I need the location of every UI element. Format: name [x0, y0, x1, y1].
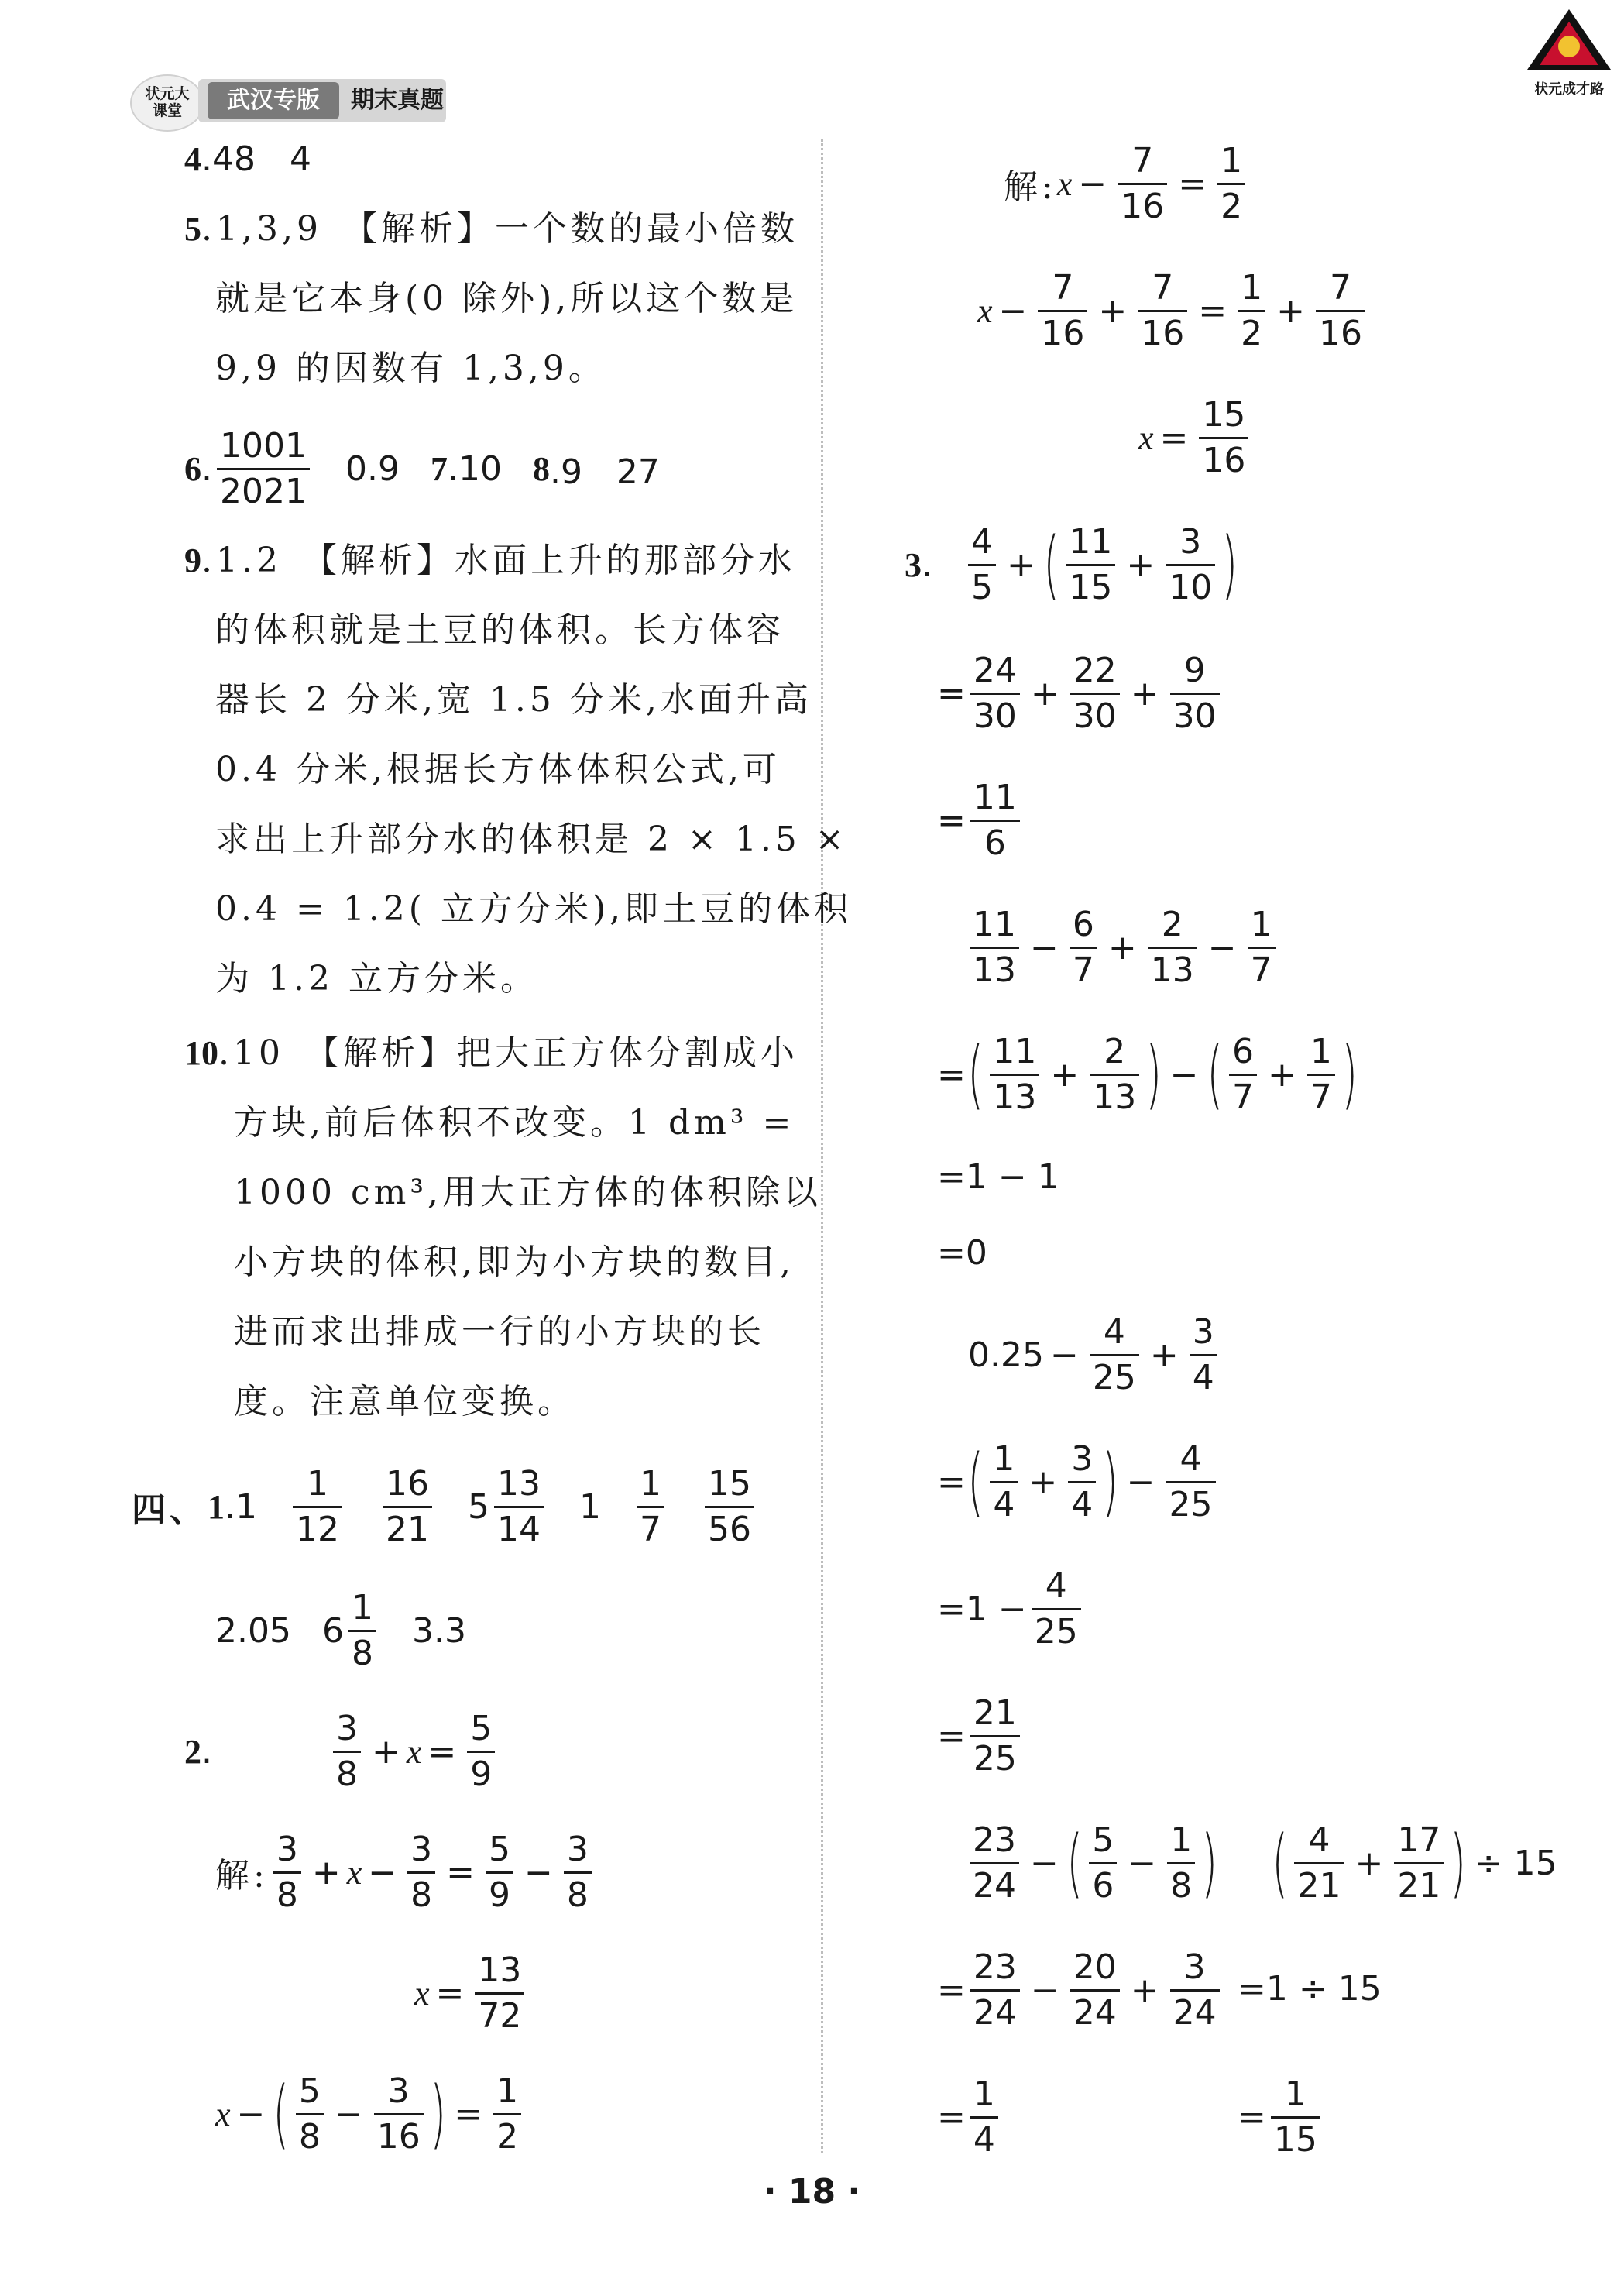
answer-9-line3: 器长 2 分米,宽 1.5 分米,水面升高: [215, 680, 812, 720]
answer-6-8: 6 . $\frac{1001}{2021}$ 0.9 7 .10 8 .9 27: [184, 418, 660, 519]
answer-10-line2: 方块,前后体积不改变。1 dm³ =: [234, 1103, 795, 1143]
section-4-q2-eq2: 解: $\frac{3}{8}$ + x − $\frac{3}{8}$ = $\frac{5}{9}$ − $\frac{3}{8}$: [215, 1822, 596, 1923]
fraction: $\frac{1}{8}$: [348, 1586, 376, 1675]
answer-4: 4.48 4: [184, 139, 311, 179]
section-4-q2-eq1: 2 . $\frac{3}{8}$ + x = $\frac{5}{9}$: [184, 1701, 500, 1802]
fraction: $\frac{1}{12}$: [293, 1462, 342, 1552]
answer-10: 10.10 【解析】把大正方体分割成小: [184, 1033, 798, 1073]
answer-10-line5: 进而求出排成一行的小方块的长: [234, 1312, 765, 1352]
answer-5-line2: 就是它本身(0 除外),所以这个数是: [215, 279, 798, 318]
p3-k1: ( $\frac{4}{21}$ + $\frac{17}{21}$ ) ÷ 15: [1272, 1820, 1557, 1906]
p3-f4: =0: [937, 1233, 987, 1273]
p3-g2: = ( $\frac{1}{4}$ + $\frac{3}{4}$ ) − $\frac{4}{25}$: [937, 1431, 1221, 1532]
header-bar: [130, 74, 455, 129]
brand-logo: [130, 74, 204, 132]
page-number: · 18 ·: [763, 2172, 861, 2212]
answer-10-line3: 1000 cm³,用大正方体的体积除以: [234, 1173, 822, 1212]
section-4-q1-row1: 四、 1 .1 $\frac{1}{12}$ $\frac{16}{21}$ 5 $\frac{13}{14}$ 1 $\frac{1}{7}$ $\frac{15}{56}$: [132, 1456, 759, 1557]
p3-k2: =1 ÷ 15: [1238, 1969, 1382, 2009]
answer-9: 9.1.2 【解析】水面上升的那部分水: [184, 541, 796, 580]
edition-badge: 武汉专版: [208, 82, 339, 119]
p3-expr2: = $\frac{24}{30}$ + $\frac{22}{30}$ + $\frac{9}{30}$: [937, 643, 1224, 744]
solution-line1: 解: x − $\frac{7}{16}$ = $\frac{1}{2}$: [1004, 133, 1250, 234]
p3-g4: = $\frac{21}{25}$: [937, 1686, 1025, 1786]
fraction: $\frac{1001}{2021}$: [217, 424, 310, 514]
answer-9-line4: 0.4 分米,根据长方体体积公式,可: [215, 750, 781, 789]
answer-9-line5: 求出上升部分水的体积是 2 × 1.5 ×: [215, 820, 848, 859]
section-4-q1-row2: 2.05 6 $\frac{1}{8}$ 3.3: [215, 1580, 466, 1681]
brand-logo-text: 状元大课堂: [145, 85, 190, 119]
p3-f3: =1 − 1: [937, 1157, 1059, 1197]
answer-9-line2: 的体积就是土豆的体积。长方体容: [215, 610, 785, 650]
fraction: $\frac{16}{21}$: [383, 1462, 432, 1552]
p3-f2: = ( $\frac{11}{13}$ + $\frac{2}{13}$ ) − ( $\frac{6}{7}$ + $\frac{1}{7}$ ): [937, 1031, 1358, 1118]
answer-10-line4: 小方块的体积,即为小方块的数目,: [234, 1242, 795, 1282]
column-divider: [821, 139, 823, 2153]
section-4-q2-eq4: x − ( $\frac{5}{8}$ − $\frac{3}{16}$ ) = $\frac{1}{2}$: [215, 2064, 526, 2164]
answer-9-line7: 为 1.2 立方分米。: [215, 959, 538, 998]
section-4-q2-eq3: x = $\frac{13}{72}$: [414, 1943, 529, 2043]
answer-5-line3: 9,9 的因数有 1,3,9。: [215, 349, 606, 388]
solution-line2: x − $\frac{7}{16}$ + $\frac{7}{16}$ = $\frac{1}{2}$ + $\frac{7}{16}$: [977, 260, 1370, 361]
fraction: $\frac{15}{56}$: [705, 1462, 754, 1552]
fraction: $\frac{1}{7}$: [637, 1462, 664, 1552]
corner-logo-text: 状元成才路: [1534, 81, 1604, 98]
p3-h1: $\frac{23}{24}$ − ( $\frac{5}{6}$ − $\frac{1}{8}$ ): [965, 1813, 1220, 1913]
p3-g3: =1 − $\frac{4}{25}$: [937, 1559, 1086, 1659]
solution-line3: x = $\frac{15}{16}$: [1138, 387, 1253, 488]
p3-h2: = $\frac{23}{24}$ − $\frac{20}{24}$ + $\frac{3}{24}$: [937, 1940, 1224, 2040]
triangle-logo-icon: [1526, 8, 1612, 77]
answer-9-line6: 0.4 = 1.2( 立方分米),即土豆的体积: [215, 889, 853, 929]
p3-f1: $\frac{11}{13}$ − $\frac{6}{7}$ + $\frac{2}{13}$ − $\frac{1}{7}$: [965, 897, 1280, 998]
p3-k3: = $\frac{1}{15}$: [1238, 2067, 1325, 2167]
p3-h3: = $\frac{1}{4}$: [937, 2067, 1003, 2167]
p3-expr1: 3 . $\frac{4}{5}$ + ( $\frac{11}{15}$ + $\frac{3}{10}$ ): [905, 521, 1238, 608]
corner-logo: [1526, 8, 1612, 101]
p3-g1: 0.25 − $\frac{4}{25}$ + $\frac{3}{4}$: [968, 1304, 1222, 1405]
p3-expr3: = $\frac{11}{6}$: [937, 770, 1025, 871]
section-title: 期末真题: [351, 87, 444, 114]
fraction: $\frac{13}{14}$: [494, 1462, 544, 1552]
answer-5: 5.1,3,9 【解析】一个数的最小倍数: [184, 209, 798, 249]
answer-10-line6: 度。注意单位变换。: [234, 1382, 575, 1421]
